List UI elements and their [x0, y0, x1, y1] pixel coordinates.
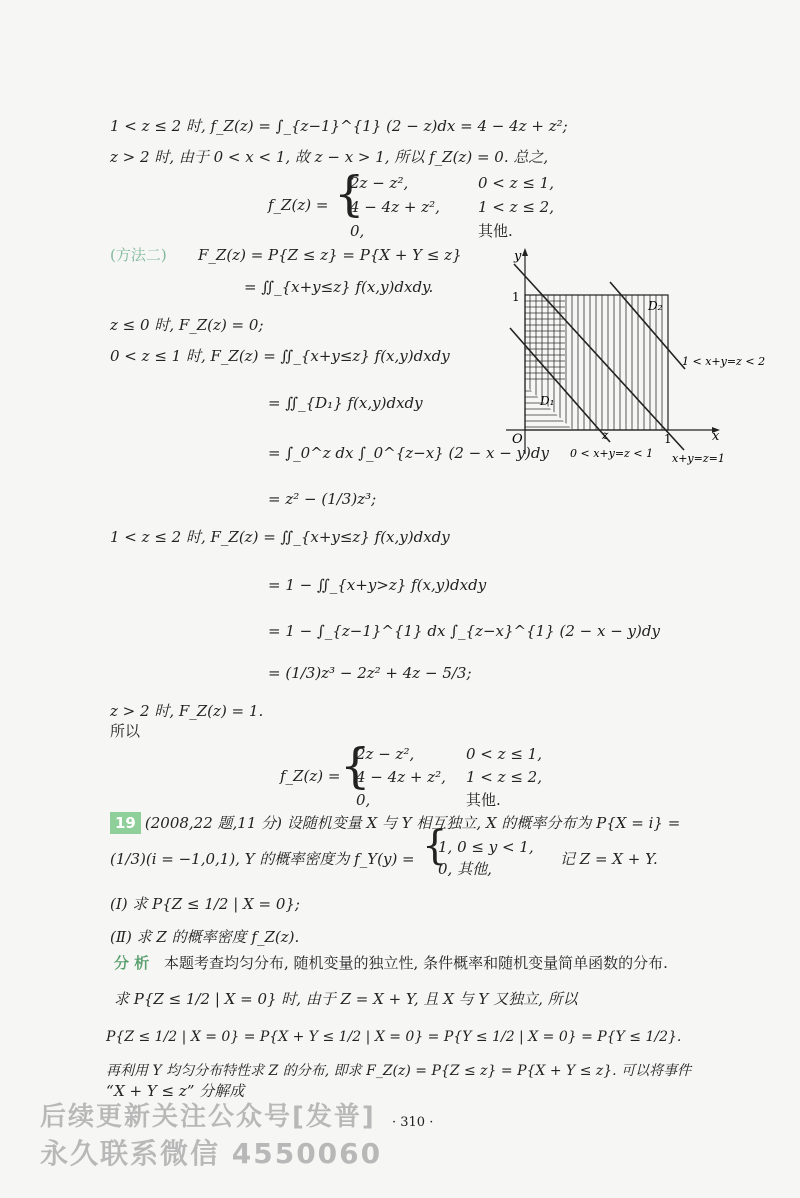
case-a-line-3: = ∫_0^z dx ∫_0^{z−x} (2 − x − y)dy	[268, 444, 549, 462]
pw2-lhs: f_Z(z) =	[280, 767, 341, 785]
question-part-1: (Ⅰ) 求 P{Z ≤ 1/2 | X = 0};	[110, 895, 300, 913]
therefore-text: 所以	[110, 722, 141, 740]
question-19-line-2b: 记 Z = X + Y.	[560, 850, 658, 868]
pw2-brace: {	[340, 738, 371, 794]
question-19-line-2a: (1/3)(i = −1,0,1), Y 的概率密度为 f_Y(y) =	[110, 850, 415, 868]
watermark-line-2: 永久联系微信 4550060	[40, 1137, 383, 1170]
pw2-r3-expr: 0,	[356, 791, 371, 809]
region-figure	[500, 244, 770, 474]
question-number-badge: 19	[110, 812, 141, 834]
question-19-density-r1: 1, 0 ≤ y < 1,	[438, 838, 534, 856]
x-axis-label: x	[712, 429, 720, 444]
pw1-r1-cond: 0 < z ≤ 1,	[478, 174, 554, 192]
pw2-r2-cond: 1 < z ≤ 2,	[466, 768, 542, 786]
question-19-line-1	[110, 812, 680, 834]
case-a-line-1: 0 < z ≤ 1 时, F_Z(z) = ∬_{x+y≤z} f(x,y)dxdy	[110, 347, 450, 365]
case-b-line-4: = (1/3)z³ − 2z² + 4z − 5/3;	[268, 664, 472, 682]
pw2-r1-expr: 2z − z²,	[356, 745, 415, 763]
label-upper-line: 1 < x+y=z < 2	[682, 355, 766, 368]
pw1-brace: {	[334, 166, 365, 222]
text-line-1: 1 < z ≤ 2 时, f_Z(z) = ∫_{z−1}^{1} (2 − z)dx = 4 − 4z + z²;	[110, 117, 568, 135]
pw1-r3-cond: 其他.	[478, 222, 513, 240]
analysis-text-1: 本题考查均匀分布, 随机变量的独立性, 条件概率和随机变量简单函数的分布.	[164, 954, 668, 972]
method-two-tag: (方法二)	[110, 246, 167, 264]
case-b-line-2: = 1 − ∬_{x+y>z} f(x,y)dxdy	[268, 576, 487, 594]
analysis-tag: 分 析	[114, 954, 150, 972]
question-19-density-r2: 0, 其他,	[438, 860, 492, 878]
analysis-line-4: 再利用 Y 均匀分布特性求 Z 的分布, 即求 F_Z(z) = P{Z ≤ z} = P{X + Y ≤ z}. 可以将事件	[106, 1063, 692, 1079]
region-d1-label: D₁	[540, 394, 555, 408]
y-axis-label: y	[514, 249, 522, 264]
label-middle-line: x+y=z=1	[672, 452, 725, 465]
x-tick-z: z	[602, 428, 609, 442]
case-b-line-3: = 1 − ∫_{z−1}^{1} dx ∫_{z−x}^{1} (2 − x − y)dy	[268, 622, 660, 640]
case-a-line-2: = ∬_{D₁} f(x,y)dxdy	[268, 394, 423, 412]
x-tick-1: 1	[664, 432, 672, 446]
y-tick-1: 1	[512, 290, 520, 304]
pw1-r2-cond: 1 < z ≤ 2,	[478, 198, 554, 216]
pw1-lhs: f_Z(z) =	[268, 196, 329, 214]
analysis-line-2: 求 P{Z ≤ 1/2 | X = 0} 时, 由于 Z = X + Y, 且 X 与 Y 又独立, 所以	[114, 990, 578, 1008]
region-d2-label: D₂	[648, 299, 663, 313]
text-line-2: z > 2 时, 由于 0 < x < 1, 故 z − x > 1, 所以 f_Z(z) = 0. 总之,	[110, 148, 549, 166]
case-a-line-4: = z² − (1/3)z³;	[268, 490, 377, 508]
pw1-r3-expr: 0,	[350, 222, 365, 240]
pw2-r2-expr: 4 − 4z + z²,	[356, 768, 446, 786]
page-number: · 310 ·	[392, 1115, 434, 1130]
pw1-r1-expr: 2z − z²,	[350, 174, 409, 192]
case-b-line-1: 1 < z ≤ 2 时, F_Z(z) = ∬_{x+y≤z} f(x,y)dxdy	[110, 528, 450, 546]
q-brace: {	[422, 823, 448, 869]
analysis-line-3: P{Z ≤ 1/2 | X = 0} = P{X + Y ≤ 1/2 | X = 0} = P{Y ≤ 1/2 | X = 0} = P{Y ≤ 1/2}.	[106, 1029, 682, 1045]
pw2-r1-cond: 0 < z ≤ 1,	[466, 745, 542, 763]
case-z-le-0: z ≤ 0 时, F_Z(z) = 0;	[110, 316, 264, 334]
watermark-line-1: 后续更新关注公众号[发普]	[40, 1102, 376, 1132]
question-part-2: (Ⅱ) 求 Z 的概率密度 f_Z(z).	[110, 928, 300, 946]
method-two-line-2: = ∬_{x+y≤z} f(x,y)dxdy.	[244, 278, 434, 296]
pw2-r3-cond: 其他.	[466, 791, 501, 809]
pw1-r2-expr: 4 − 4z + z²,	[350, 198, 440, 216]
origin-label: O	[512, 432, 523, 447]
label-lower-line: 0 < x+y=z < 1	[570, 447, 654, 460]
y-axis-arrow	[522, 248, 528, 256]
analysis-line-5: “X + Y ≤ z” 分解成	[106, 1082, 245, 1100]
analysis-line-1	[114, 952, 668, 974]
method-two-line-1: F_Z(z) = P{Z ≤ z} = P{X + Y ≤ z}	[198, 246, 462, 264]
question-19-intro: (2008,22 题,11 分) 设随机变量 X 与 Y 相互独立, X 的概率分布为 P{X = i} =	[144, 814, 681, 832]
case-c-line-1: z > 2 时, F_Z(z) = 1.	[110, 702, 264, 720]
